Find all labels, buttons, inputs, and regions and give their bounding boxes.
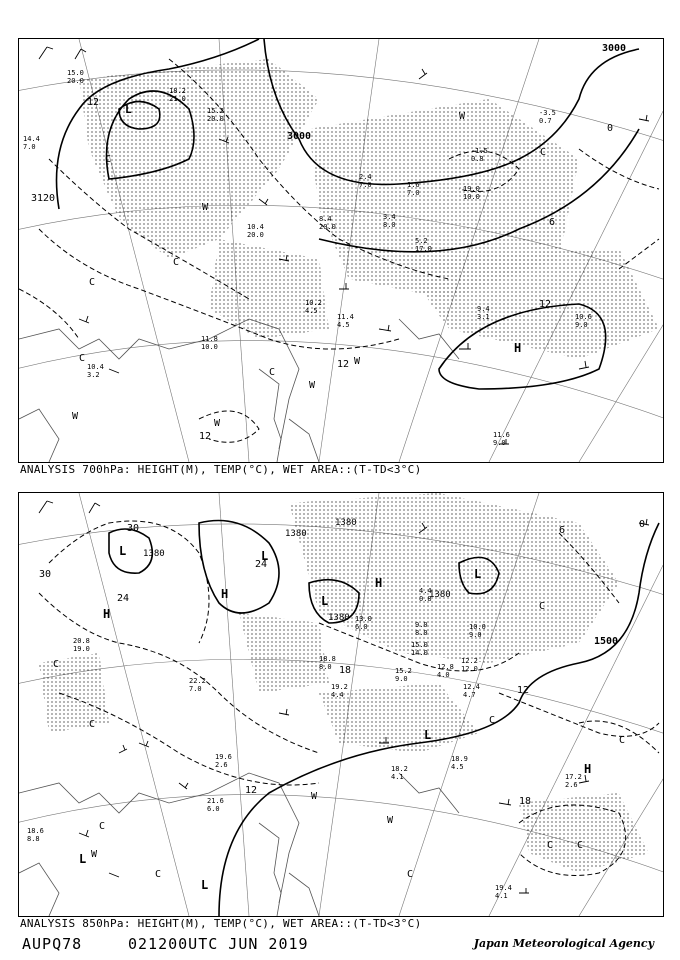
high-center: H — [221, 587, 229, 601]
warm-marker: W — [202, 202, 209, 213]
station-plot — [461, 657, 478, 673]
svg-text:17.0: 17.0 — [415, 245, 432, 253]
station-plot — [87, 363, 104, 379]
isotherm-label: 24 — [117, 593, 130, 604]
svg-text:9.0: 9.0 — [575, 321, 588, 329]
station-plot — [477, 305, 490, 321]
svg-text:4.5: 4.5 — [337, 321, 350, 329]
svg-text:7.0: 7.0 — [189, 685, 202, 693]
cold-marker: C — [539, 601, 546, 612]
svg-text:20.0: 20.0 — [207, 115, 224, 123]
station-plot — [565, 773, 582, 789]
isotherm-label: 0 — [639, 519, 646, 530]
svg-text:19.4: 19.4 — [495, 884, 512, 892]
isotherm-label: 6 — [559, 525, 566, 536]
station-plot — [215, 753, 232, 769]
svg-text:3.1: 3.1 — [477, 313, 490, 321]
station-plot — [463, 185, 480, 201]
station-plot — [207, 107, 224, 123]
svg-text:18.9: 18.9 — [451, 755, 468, 763]
svg-text:9.0: 9.0 — [493, 439, 506, 447]
isotherm-label: 30 — [39, 569, 52, 580]
svg-text:9.0: 9.0 — [395, 675, 408, 683]
cold-marker: C — [619, 735, 626, 746]
svg-text:2.4: 2.4 — [359, 173, 372, 181]
high-center: H — [514, 341, 522, 355]
station-plot — [419, 587, 432, 603]
station-plot — [73, 637, 90, 653]
svg-text:19.0: 19.0 — [463, 185, 480, 193]
height-label: 3000 — [602, 43, 627, 54]
isotherm-label: 6 — [549, 217, 556, 228]
isotherm-label: 0 — [607, 123, 614, 134]
low-center: L — [424, 728, 432, 742]
station-plot — [451, 755, 468, 771]
height-label: 1380 — [285, 529, 307, 539]
agency-name: Japan Meteorological Agency — [473, 937, 654, 950]
wet-areas — [79, 59, 659, 359]
isotherm-label: 30 — [127, 523, 140, 534]
svg-text:2.6: 2.6 — [565, 781, 578, 789]
station-plot — [539, 109, 556, 125]
svg-text:15.2: 15.2 — [395, 667, 412, 675]
isotherm-label: 12 — [87, 97, 100, 108]
map-700hpa-svg — [19, 39, 663, 462]
cold-marker: C — [89, 719, 96, 730]
svg-text:18.2: 18.2 — [391, 765, 408, 773]
svg-text:22.2: 22.2 — [189, 677, 206, 685]
isotherm-label: 18 — [519, 796, 532, 807]
warm-marker: W — [387, 815, 394, 826]
svg-text:9.4: 9.4 — [477, 305, 490, 313]
low-center: L — [119, 544, 127, 558]
isotherm-label: 12 — [337, 359, 350, 370]
svg-text:10.0: 10.0 — [201, 343, 218, 351]
svg-text:19.6: 19.6 — [215, 753, 232, 761]
station-plot — [391, 765, 408, 781]
station-plot — [23, 135, 40, 151]
svg-text:4.7: 4.7 — [463, 691, 476, 699]
svg-text:10.4: 10.4 — [87, 363, 104, 371]
svg-text:10.6: 10.6 — [575, 313, 592, 321]
svg-text:4.1: 4.1 — [391, 773, 404, 781]
svg-text:21.0: 21.0 — [169, 95, 186, 103]
svg-text:19.0: 19.0 — [73, 645, 90, 653]
height-label: 3000 — [287, 131, 312, 142]
svg-text:17.2: 17.2 — [565, 773, 582, 781]
svg-text:15.2: 15.2 — [207, 107, 224, 115]
svg-text:12.0: 12.0 — [461, 665, 478, 673]
warm-marker: W — [72, 411, 79, 422]
cold-marker: C — [79, 353, 86, 364]
height-label: 1500 — [594, 636, 619, 647]
isotherm-label: 12 — [517, 685, 530, 696]
warm-marker: W — [459, 111, 466, 122]
cold-marker: C — [540, 147, 547, 158]
warm-marker: W — [91, 849, 98, 860]
svg-text:12.4: 12.4 — [463, 683, 480, 691]
svg-text:19.2: 19.2 — [331, 683, 348, 691]
product-id: AUPQ78 — [22, 935, 83, 953]
station-plot — [337, 313, 354, 329]
svg-text:4.5: 4.5 — [305, 307, 318, 315]
height-label: 3120 — [31, 193, 56, 204]
low-center: L — [201, 878, 209, 892]
cold-marker: C — [89, 277, 96, 288]
cold-marker: C — [53, 659, 60, 670]
height-label: 1380 — [143, 549, 165, 559]
svg-text:6.0: 6.0 — [355, 623, 368, 631]
svg-text:0.7: 0.7 — [539, 117, 552, 125]
svg-text:14.4: 14.4 — [23, 135, 40, 143]
high-center: H — [375, 576, 383, 590]
isotherm-label: 18 — [339, 665, 352, 676]
station-plot — [493, 431, 510, 447]
cold-marker: C — [99, 821, 106, 832]
svg-text:4.4: 4.4 — [419, 587, 432, 595]
station-plot — [411, 641, 428, 657]
svg-text:7.0: 7.0 — [23, 143, 36, 151]
svg-text:4.4: 4.4 — [331, 691, 344, 699]
height-label: 1380 — [335, 518, 357, 528]
warm-marker: W — [309, 380, 316, 391]
svg-text:11.4: 11.4 — [337, 313, 354, 321]
station-plot — [169, 87, 186, 103]
cold-marker: C — [489, 715, 496, 726]
low-center: L — [321, 594, 329, 608]
low-center: L — [474, 567, 482, 581]
svg-text:8.0: 8.0 — [383, 221, 396, 229]
svg-text:4.1: 4.1 — [495, 892, 508, 900]
cold-marker: C — [155, 869, 162, 880]
svg-text:18.8: 18.8 — [319, 655, 336, 663]
svg-text:9.0: 9.0 — [415, 621, 428, 629]
svg-text:18.2: 18.2 — [169, 87, 186, 95]
svg-text:20.0: 20.0 — [67, 77, 84, 85]
svg-text:15.0: 15.0 — [67, 69, 84, 77]
svg-text:8.4: 8.4 — [319, 215, 332, 223]
station-plot — [437, 663, 454, 679]
svg-text:18.6: 18.6 — [27, 827, 44, 835]
warm-marker: W — [311, 791, 318, 802]
svg-text:11.8: 11.8 — [201, 335, 218, 343]
station-plot — [359, 173, 372, 189]
station-plot — [201, 335, 218, 351]
svg-text:21.6: 21.6 — [207, 797, 224, 805]
low-center: L — [125, 103, 132, 116]
svg-text:-1.5: -1.5 — [471, 147, 488, 155]
station-plot — [415, 621, 428, 637]
high-center: H — [103, 607, 111, 621]
svg-text:10.0: 10.0 — [469, 623, 486, 631]
station-plot — [407, 181, 420, 197]
svg-text:13.0: 13.0 — [355, 615, 372, 623]
svg-text:20.0: 20.0 — [319, 223, 336, 231]
cold-marker: C — [577, 840, 584, 851]
svg-text:4.5: 4.5 — [451, 763, 464, 771]
cold-marker: C — [407, 869, 414, 880]
warm-marker: W — [354, 356, 361, 367]
svg-text:-3.5: -3.5 — [539, 109, 556, 117]
svg-text:0.8: 0.8 — [419, 595, 432, 603]
panel-caption-850hpa: ANALYSIS 850hPa: HEIGHT(M), TEMP(°C), WET AREA::(T-TD<3°C) — [20, 917, 422, 930]
low-center: L — [261, 549, 269, 563]
valid-time: 021200UTC JUN 2019 — [128, 935, 309, 953]
svg-text:12.2: 12.2 — [461, 657, 478, 665]
svg-text:10.0: 10.0 — [463, 193, 480, 201]
station-plot — [463, 683, 480, 699]
svg-text:10.2: 10.2 — [305, 299, 322, 307]
station-plot — [395, 667, 412, 683]
svg-text:14.0: 14.0 — [411, 649, 428, 657]
svg-text:3.4: 3.4 — [383, 213, 396, 221]
isotherm-label: 12 — [199, 431, 212, 442]
station-plot — [383, 213, 396, 229]
station-plot — [27, 827, 44, 843]
svg-text:4.0: 4.0 — [437, 671, 450, 679]
svg-text:7.0: 7.0 — [407, 189, 420, 197]
station-plot — [207, 797, 224, 813]
svg-text:5.2: 5.2 — [415, 237, 428, 245]
low-center: L — [79, 852, 87, 866]
svg-text:12.8: 12.8 — [437, 663, 454, 671]
svg-text:20.8: 20.8 — [73, 637, 90, 645]
svg-text:8.8: 8.8 — [27, 835, 40, 843]
svg-text:3.2: 3.2 — [87, 371, 100, 379]
cold-marker: C — [105, 154, 112, 165]
panel-caption-700hpa: ANALYSIS 700hPa: HEIGHT(M), TEMP(°C), WET AREA::(T-TD<3°C) — [20, 463, 422, 476]
station-plot — [189, 677, 206, 693]
svg-text:6.0: 6.0 — [207, 805, 220, 813]
svg-text:2.6: 2.6 — [215, 761, 228, 769]
svg-text:20.0: 20.0 — [247, 231, 264, 239]
svg-text:7.0: 7.0 — [359, 181, 372, 189]
svg-text:8.0: 8.0 — [319, 663, 332, 671]
station-plot — [247, 223, 264, 239]
map-850hpa-svg — [19, 493, 663, 916]
height-label: 1380 — [429, 590, 451, 600]
high-center: H — [584, 762, 592, 776]
cold-marker: C — [547, 840, 554, 851]
warm-marker: W — [214, 418, 221, 429]
svg-text:15.0: 15.0 — [411, 641, 428, 649]
station-plot — [67, 69, 84, 85]
svg-text:0.8: 0.8 — [471, 155, 484, 163]
height-label: 1380 — [328, 613, 350, 623]
svg-text:10.4: 10.4 — [247, 223, 264, 231]
cold-marker: C — [269, 367, 276, 378]
svg-text:1.6: 1.6 — [407, 181, 420, 189]
map-panel-850hpa — [18, 492, 664, 917]
isotherm-label: 12 — [245, 785, 258, 796]
map-panel-700hpa — [18, 38, 664, 463]
svg-text:8.0: 8.0 — [415, 629, 428, 637]
svg-text:11.6: 11.6 — [493, 431, 510, 439]
isotherm-label: 12 — [539, 299, 552, 310]
isotherm-label: 24 — [255, 559, 268, 570]
svg-text:9.0: 9.0 — [469, 631, 482, 639]
station-plot — [495, 884, 512, 900]
cold-marker: C — [173, 257, 180, 268]
